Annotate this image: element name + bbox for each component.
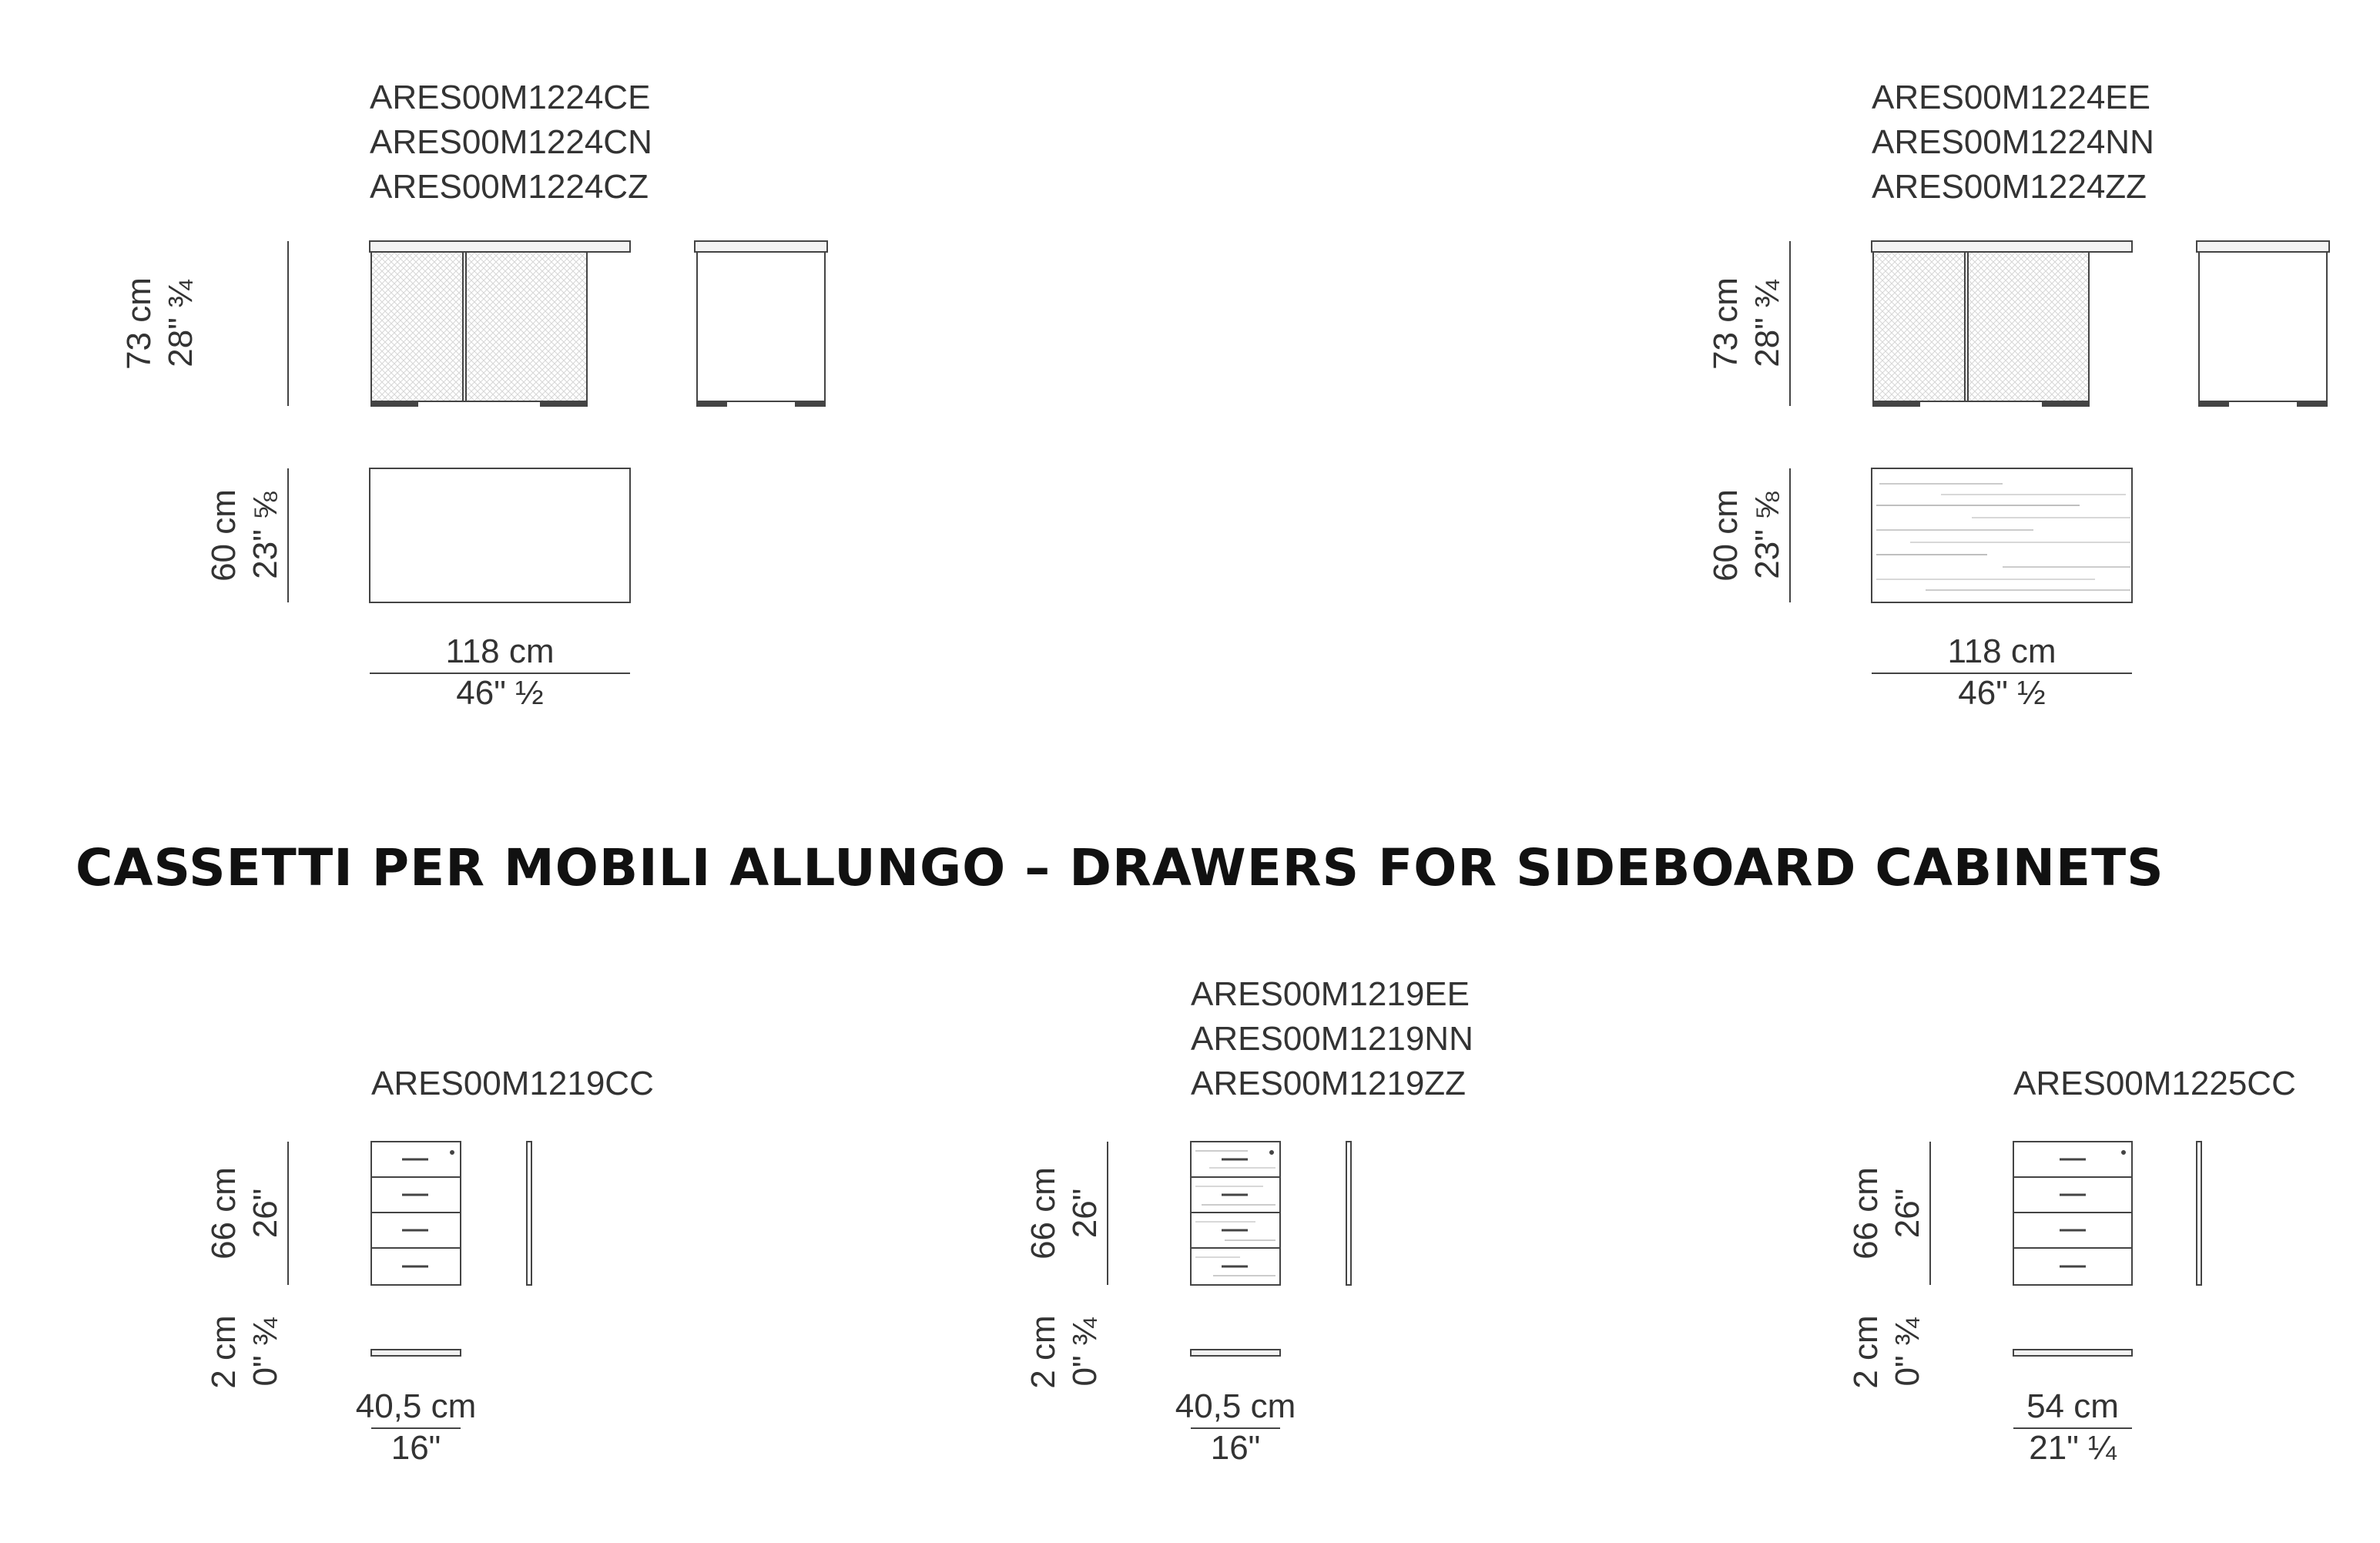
drawer-2-product-codes	[1191, 972, 1473, 1106]
product-code: ARES00M1224EE	[1872, 79, 2150, 116]
product-code: ARES00M1219EE	[1191, 975, 1470, 1013]
desk-left-product-codes	[370, 75, 652, 210]
drawer-2-width-dimension-line	[1191, 1427, 1280, 1429]
product-code: ARES00M1219ZZ	[1191, 1065, 1467, 1102]
width-inch-label: 16"	[1210, 1429, 1261, 1467]
drawer-3-width-dimension-line	[2013, 1427, 2132, 1429]
desk-right-height-dimension-line	[1789, 241, 1791, 406]
depth-inch-label: 23" ⅝	[246, 491, 284, 579]
product-code: ARES00M1224CN	[370, 123, 652, 161]
desk-left-width-dimension-line	[370, 673, 630, 674]
desk-right-product-codes	[1872, 75, 2154, 210]
height-cm-label: 66 cm	[1847, 1167, 1885, 1260]
depth-cm-label: 2 cm	[205, 1315, 243, 1389]
drawer-2-side-view	[1346, 1142, 1351, 1285]
drawer-3-height-dimension-line	[1929, 1142, 1931, 1285]
desk-right-front-view	[1872, 241, 2132, 406]
product-code: ARES00M1219CC	[371, 1065, 654, 1102]
product-code: ARES00M1225CC	[2013, 1065, 2296, 1102]
width-cm-label: 118 cm	[1947, 632, 2057, 670]
width-cm-label: 40,5 cm	[355, 1387, 477, 1425]
height-inch-label: 26"	[1066, 1188, 1104, 1239]
section-heading: CASSETTI PER MOBILI ALLUNGO – DRAWERS FOR SIDEBOARD CABINETS	[75, 838, 2164, 897]
height-cm-label: 73 cm	[1707, 277, 1745, 370]
desk-right-depth-dimension-line	[1789, 468, 1791, 602]
drawer-3-top-view	[2013, 1350, 2132, 1356]
depth-inch-label: 0" ¾	[1066, 1317, 1104, 1387]
drawer-3-product-codes	[2013, 1062, 2296, 1106]
height-cm-label: 66 cm	[205, 1167, 243, 1260]
width-inch-label: 46" ½	[1958, 674, 2046, 712]
product-code: ARES00M1224CZ	[370, 168, 649, 206]
desk-left-front-view	[370, 241, 630, 406]
height-cm-label: 73 cm	[120, 277, 158, 370]
desk-left-depth-dimension-line	[287, 468, 289, 602]
drawer-1-side-view	[527, 1142, 531, 1285]
width-inch-label: 21" ¼	[2029, 1429, 2117, 1467]
height-inch-label: 26"	[1889, 1188, 1926, 1239]
product-code: ARES00M1224CE	[370, 79, 651, 116]
depth-cm-label: 2 cm	[1024, 1315, 1062, 1389]
desk-right-side-view	[2197, 241, 2329, 406]
drawer-1-front-view	[371, 1142, 461, 1285]
width-cm-label: 40,5 cm	[1175, 1387, 1296, 1425]
width-inch-label: 46" ½	[456, 674, 544, 712]
depth-cm-label: 2 cm	[1847, 1315, 1885, 1389]
desk-left-top-view	[370, 468, 630, 602]
desk-right-width-dimension-line	[1872, 673, 2132, 674]
depth-inch-label: 0" ¾	[246, 1317, 284, 1387]
drawer-1-width-dimension-line	[371, 1427, 461, 1429]
desk-left-height-dimension-line	[287, 241, 289, 406]
product-code: ARES00M1219NN	[1191, 1020, 1473, 1058]
depth-inch-label: 0" ¾	[1889, 1317, 1926, 1387]
depth-inch-label: 23" ⅝	[1748, 491, 1786, 579]
height-cm-label: 66 cm	[1024, 1167, 1062, 1260]
width-cm-label: 118 cm	[445, 632, 555, 670]
desk-right-top-view	[1872, 468, 2132, 602]
depth-cm-label: 60 cm	[1707, 489, 1745, 582]
drawer-1-top-view	[371, 1350, 461, 1356]
product-code: ARES00M1224ZZ	[1872, 168, 2147, 206]
width-cm-label: 54 cm	[2026, 1387, 2119, 1425]
drawer-3-front-view	[2013, 1142, 2132, 1285]
drawer-3-side-view	[2197, 1142, 2201, 1285]
drawer-2-top-view	[1191, 1350, 1280, 1356]
width-inch-label: 16"	[391, 1429, 441, 1467]
drawer-2-front-view	[1191, 1142, 1280, 1285]
product-code: ARES00M1224NN	[1872, 123, 2154, 161]
height-inch-label: 26"	[246, 1188, 284, 1239]
height-inch-label: 28" ¾	[1748, 280, 1786, 367]
depth-cm-label: 60 cm	[205, 489, 243, 582]
desk-left-side-view	[695, 241, 827, 406]
drawer-2-height-dimension-line	[1107, 1142, 1108, 1285]
height-inch-label: 28" ¾	[162, 280, 199, 367]
drawer-1-product-codes	[371, 1062, 654, 1106]
drawer-1-height-dimension-line	[287, 1142, 289, 1285]
